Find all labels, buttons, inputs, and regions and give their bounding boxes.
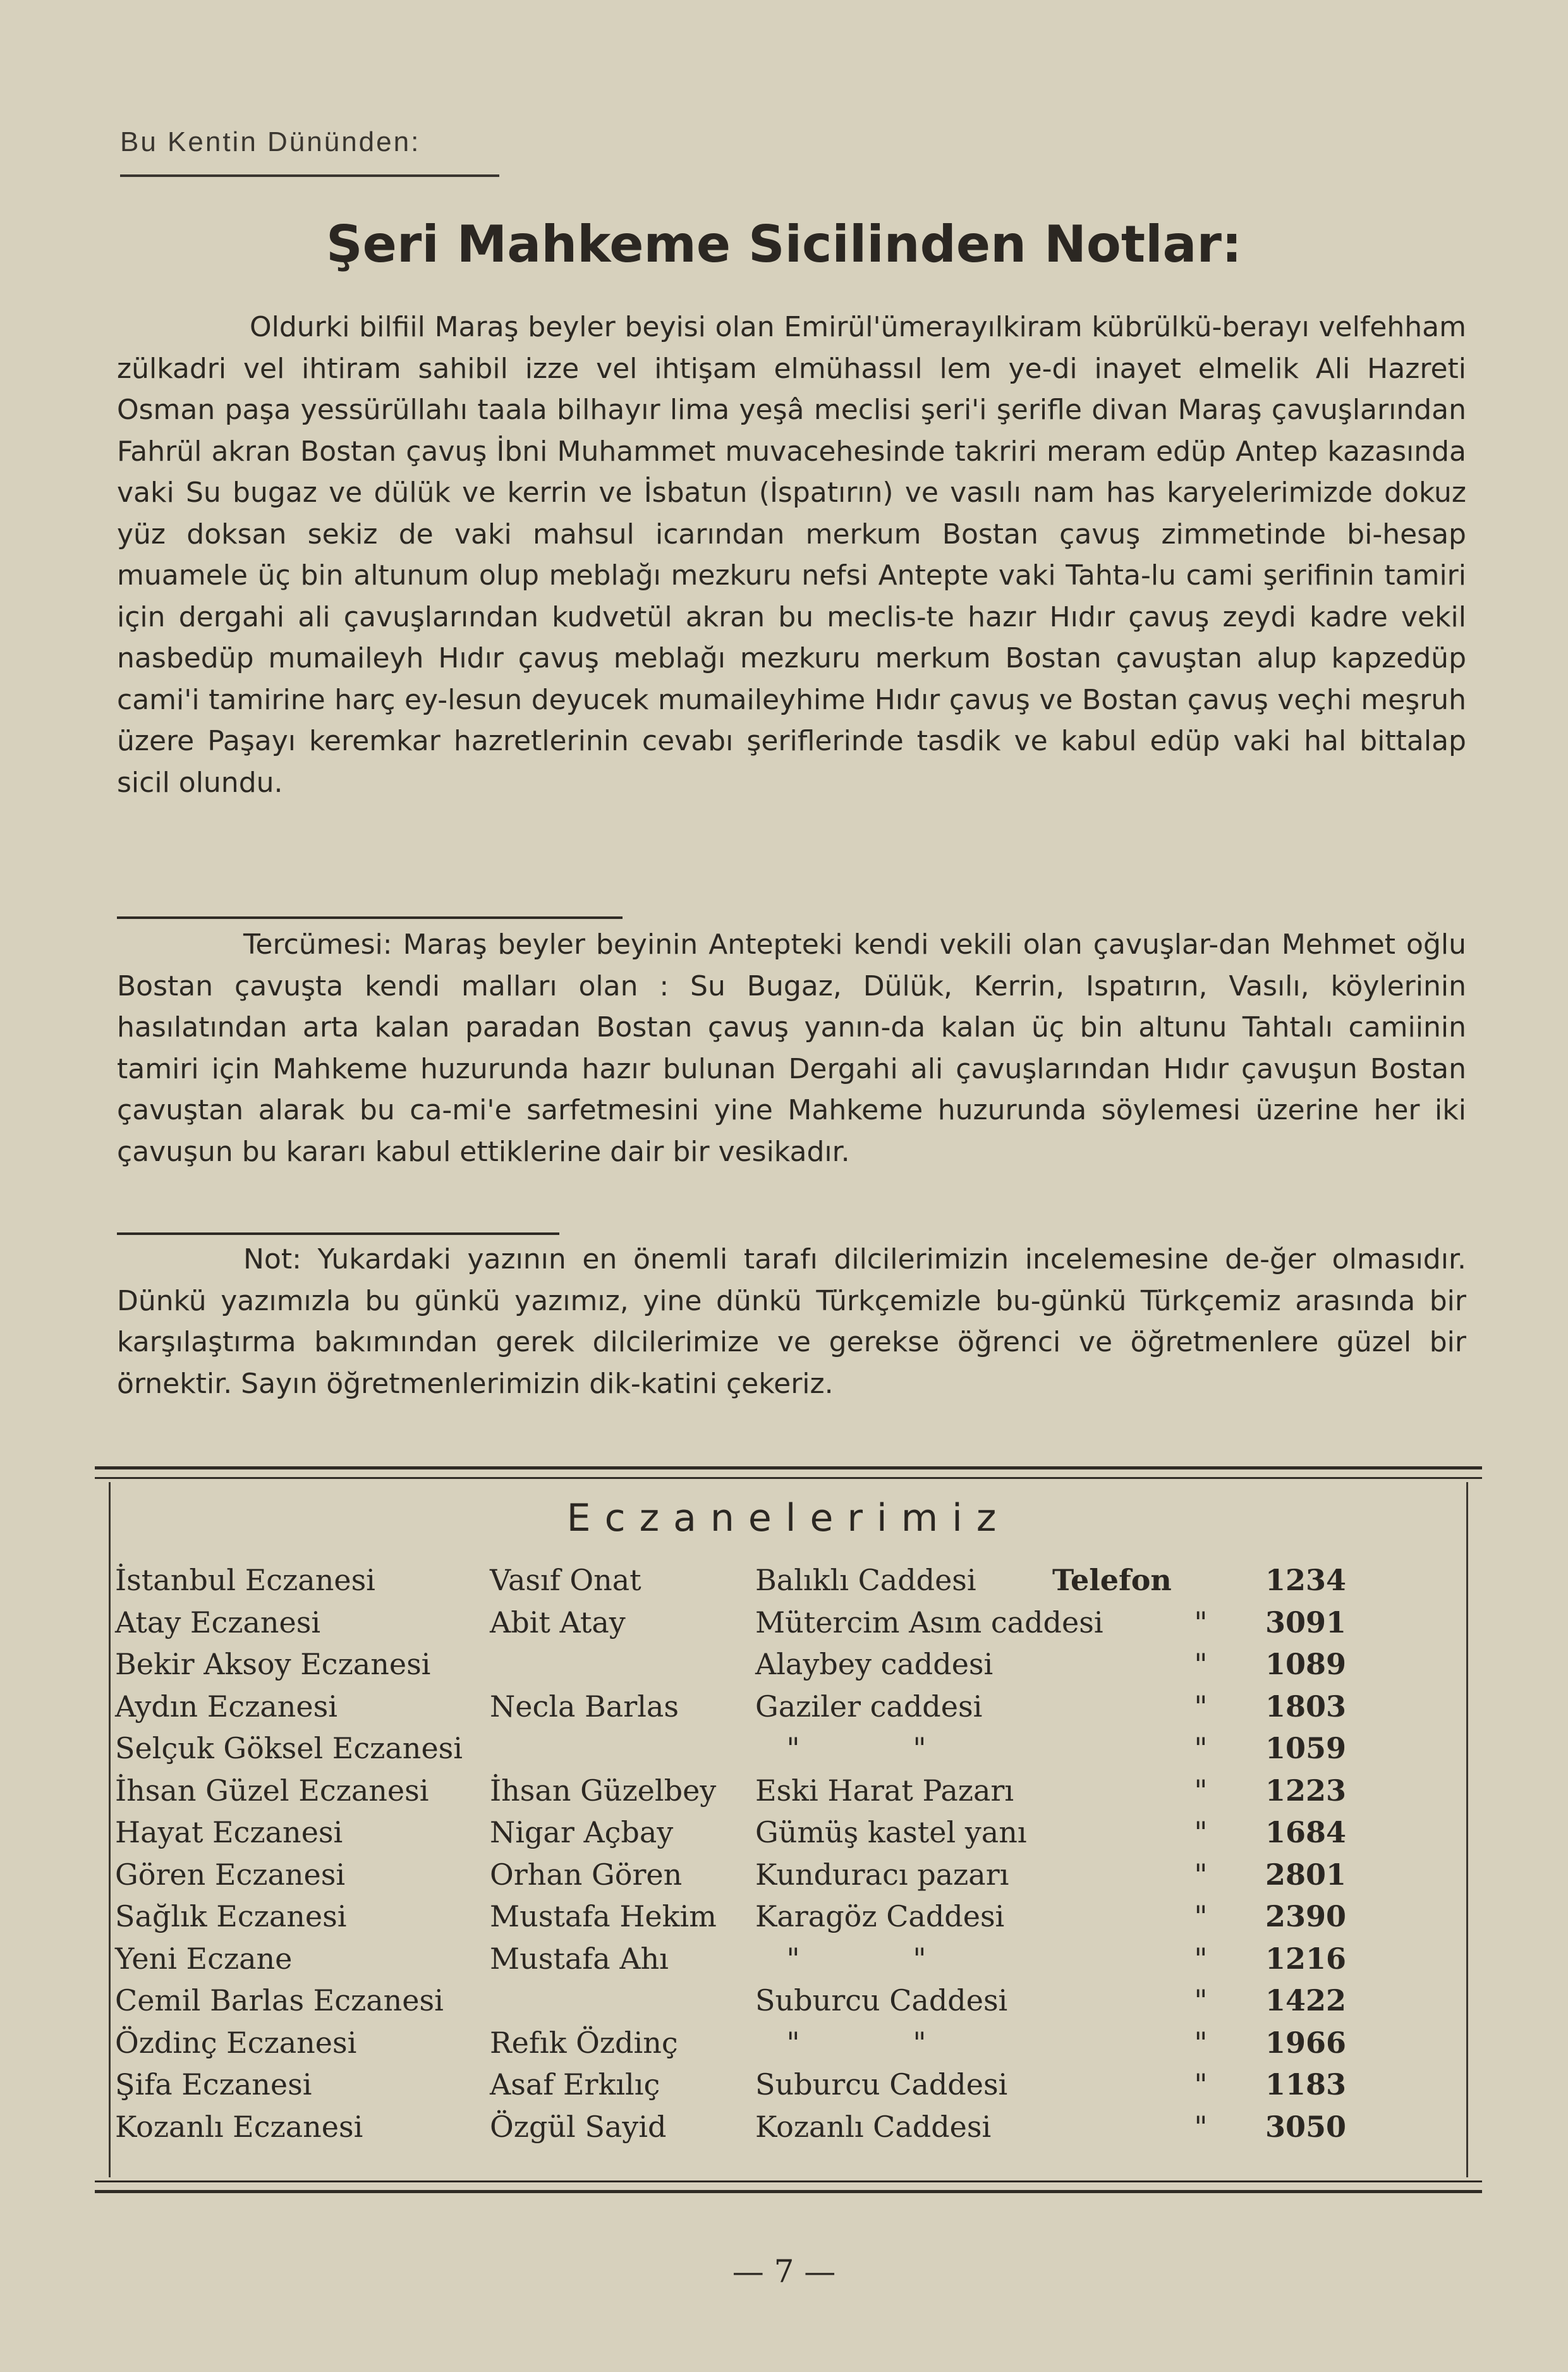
pharmacy-row (95, 1983, 1482, 2025)
phone-label: Telefon (1052, 1563, 1172, 1597)
pharmacist-name: Nigar Açbay (490, 1815, 674, 1849)
phone-number: 3091 (1265, 1605, 1346, 1639)
pharmacy-street: Alaybey caddesi (755, 1647, 994, 1681)
pharmacy-box-title: Eczanelerimiz (566, 1496, 1011, 1540)
pharmacy-street: Kozanlı Caddesi (755, 2109, 992, 2144)
pharmacy-row (95, 1815, 1482, 1857)
pharmacy-row (95, 1689, 1482, 1731)
pharmacy-row (95, 2026, 1482, 2067)
pharmacy-street: Gaziler caddesi (755, 1689, 983, 1724)
phone-number: 1059 (1265, 1731, 1346, 1765)
pharmacist-name: Abit Atay (490, 1605, 626, 1639)
ditto-mark: " (786, 2025, 800, 2060)
pharmacy-row (95, 1942, 1482, 1983)
pharmacy-row (95, 1731, 1482, 1773)
pharmacy-row (95, 1858, 1482, 1899)
divider-rule (117, 916, 623, 919)
ditto-mark: " (1194, 1899, 1208, 1933)
pharmacy-street: Gümüş kastel yanı (755, 1815, 1027, 1849)
pharmacy-street: Balıklı Caddesi (755, 1563, 976, 1597)
pharmacy-name: Şifa Eczanesi (115, 2067, 312, 2101)
ditto-mark: " (1194, 2109, 1208, 2144)
pharmacist-name: Özgül Sayid (490, 2109, 667, 2144)
phone-number: 1684 (1265, 1815, 1346, 1849)
phone-number: 1966 (1265, 2025, 1346, 2060)
translation-paragraph: Tercümesi: Maraş beyler beyinin Antepteki kendi vekili olan çavuşlar-dan Mehmet oğlu Bostan çavuşta kendi malları olan : Su Bugaz, Dülük, Kerrin, Ispatırın, Vasılı, köylerinin hasılatından arta kalan paradan Bostan çavuş yanın-da kalan üç bin altunu Tahtalı camiinin tamiri için Mahkeme huzurunda hazır bulunan Dergahi ali çavuşlarından Hıdır çavuşun Bostan çavuştan alarak bu ca-mi'e sarfetmesini yine Mahkeme huzurunda söylemesi üzerine her iki çavuşun bu kararı kabul ettiklerine dair bir vesikadır. (117, 928, 1466, 1168)
pharmacy-street: Suburcu Caddesi (755, 1983, 1008, 2017)
pharmacy-street (755, 2026, 957, 2060)
pharmacy-name: İhsan Güzel Eczanesi (115, 1773, 429, 1808)
pharmacy-street: Kunduracı pazarı (755, 1857, 1009, 1892)
pharmacy-name: Kozanlı Eczanesi (115, 2109, 363, 2144)
header-underline (120, 174, 499, 177)
pharmacy-name: Cemil Barlas Eczanesi (115, 1983, 444, 2017)
phone-number: 1183 (1265, 2067, 1346, 2101)
pharmacy-row (95, 1605, 1482, 1647)
pharmacy-name: Atay Eczanesi (115, 1605, 321, 1639)
phone-number: 1216 (1265, 1941, 1346, 1976)
pharmacy-row (95, 2067, 1482, 2109)
phone-number: 1089 (1265, 1647, 1346, 1681)
pharmacist-name: Orhan Gören (490, 1857, 683, 1892)
pharmacist-name: Refık Özdinç (490, 2025, 678, 2060)
phone-number: 1234 (1265, 1563, 1346, 1597)
ditto-mark: " (1194, 1815, 1208, 1849)
pharmacy-name: İstanbul Eczanesi (115, 1563, 375, 1597)
ditto-mark: " (786, 1731, 800, 1765)
pharmacist-name: Mustafa Ahı (490, 1941, 669, 1976)
pharmacist-name: Vasıf Onat (490, 1563, 641, 1597)
pharmacy-row (95, 1899, 1482, 1941)
pharmacy-street: Eski Harat Pazarı (755, 1773, 1014, 1808)
phone-number: 1422 (1265, 1983, 1346, 2017)
pharmacy-street: Mütercim Asım caddesi (755, 1605, 1103, 1639)
pharmacy-row (95, 1773, 1482, 1815)
ditto-mark: " (1194, 2067, 1208, 2101)
pharmacy-street: Karagöz Caddesi (755, 1899, 1005, 1933)
phone-number: 2390 (1265, 1899, 1346, 1933)
phone-number: 1223 (1265, 1773, 1346, 1808)
pharmacy-name: Özdinç Eczanesi (115, 2025, 357, 2060)
pharmacist-name: Necla Barlas (490, 1689, 679, 1724)
ditto-mark: " (913, 1731, 927, 1765)
pharmacy-street (755, 1731, 957, 1765)
ditto-mark: " (1194, 2025, 1208, 2060)
ditto-mark: " (1194, 1731, 1208, 1765)
ditto-mark: " (1194, 1857, 1208, 1892)
phone-number: 3050 (1265, 2109, 1346, 2144)
pharmacy-name: Aydın Eczanesi (115, 1689, 337, 1724)
pharmacy-name: Hayat Eczanesi (115, 1815, 343, 1849)
pharmacy-box (95, 1466, 1482, 2193)
sicil-paragraph: Oldurki bilfiil Maraş beyler beyisi olan Emirül'ümerayılkiram kübrülkü-berayı velfehham zülkadri vel ihtiram sahibil izze vel ihtişam elmühassıl lem ye-di inayet elmelik Ali Hazreti Osman paşa yessürüllahı taala bilhayır lima yeşâ meclisi şeri'i şerifle divan Maraş çavuşlarından Fahrül akran Bostan çavuş İbni Muhammet muvacehesinde takriri meram edüp Antep kazasında vaki Su bugaz ve dülük ve kerrin ve İsbatun (İspatırın) ve vasılı nam has karyelerimizde dokuz yüz doksan sekiz de vaki mahsul icarından merkum Bostan çavuş zimmetinde bi-hesap muamele üç bin altunum olup meblağı mezkuru nefsi Antepte vaki Tahta-lu cami şerifinin tamiri için dergahi ali çavuşlarından kudvetül akran bu meclis-te hazır Hıdır çavuş zeydi kadre vekil nasbedüp mumaileyh Hıdır çavuş meblağı mezkuru merkum Bostan çavuştan alup kapzedüp cami'i tamirine harç ey-lesun deyucek mumaileyhime Hıdır çavuş ve Bostan çavuş veçhi meşruh üzere Paşayı keremkar hazretlerinin cevabı şeriflerinde tasdik ve kabul edüp vaki hal bittalap sicil olundu. (117, 311, 1466, 799)
pharmacy-street: Suburcu Caddesi (755, 2067, 1008, 2101)
pharmacy-row (95, 2110, 1482, 2151)
ditto-mark: " (1194, 1773, 1208, 1808)
pharmacy-name: Bekir Aksoy Eczanesi (115, 1647, 431, 1681)
ditto-mark: " (786, 1941, 800, 1976)
divider-rule (117, 1232, 559, 1235)
ditto-mark: " (1194, 1689, 1208, 1724)
ditto-mark: " (1194, 1983, 1208, 2017)
ditto-mark: " (1194, 1647, 1208, 1681)
pharmacy-row (95, 1563, 1482, 1605)
article-title: Şeri Mahkeme Sicilinden Notlar: (326, 215, 1242, 274)
pharmacist-name: Mustafa Hekim (490, 1899, 717, 1933)
section-header: Bu Kentin Dününden: (120, 126, 421, 157)
pharmacy-name: Sağlık Eczanesi (115, 1899, 347, 1933)
box-border-top (95, 1477, 1482, 1479)
pharmacist-name: İhsan Güzelbey (490, 1773, 717, 1808)
ditto-mark: " (1194, 1941, 1208, 1976)
ditto-mark: " (913, 2025, 927, 2060)
pharmacy-name: Selçuk Göksel Eczanesi (115, 1731, 463, 1765)
pharmacy-name: Gören Eczanesi (115, 1857, 346, 1892)
phone-number: 1803 (1265, 1689, 1346, 1724)
phone-number: 2801 (1265, 1857, 1346, 1892)
page-number: — 7 — (732, 2253, 836, 2290)
note-paragraph: Not: Yukardaki yazının en önemli tarafı dilcilerimizin incelemesine de-ğer olmasıdır. Dünkü yazımızla bu günkü yazımız, yine dünkü Türkçemizle bu-günkü Türkçemiz arasında bir karşılaştırma bakımından gerek dilcilerimize ve gerekse öğrenci ve öğretmenlere güzel bir örnektir. Sayın öğretmenlerimizin dik-katini çekeriz. (117, 1243, 1466, 1400)
box-border-bottom (95, 2180, 1482, 2182)
pharmacy-street (755, 1942, 957, 1976)
pharmacy-row (95, 1647, 1482, 1689)
pharmacy-name: Yeni Eczane (115, 1941, 293, 1976)
ditto-mark: " (1194, 1605, 1208, 1639)
ditto-mark: " (913, 1941, 927, 1976)
pharmacist-name: Asaf Erkılıç (490, 2067, 660, 2101)
